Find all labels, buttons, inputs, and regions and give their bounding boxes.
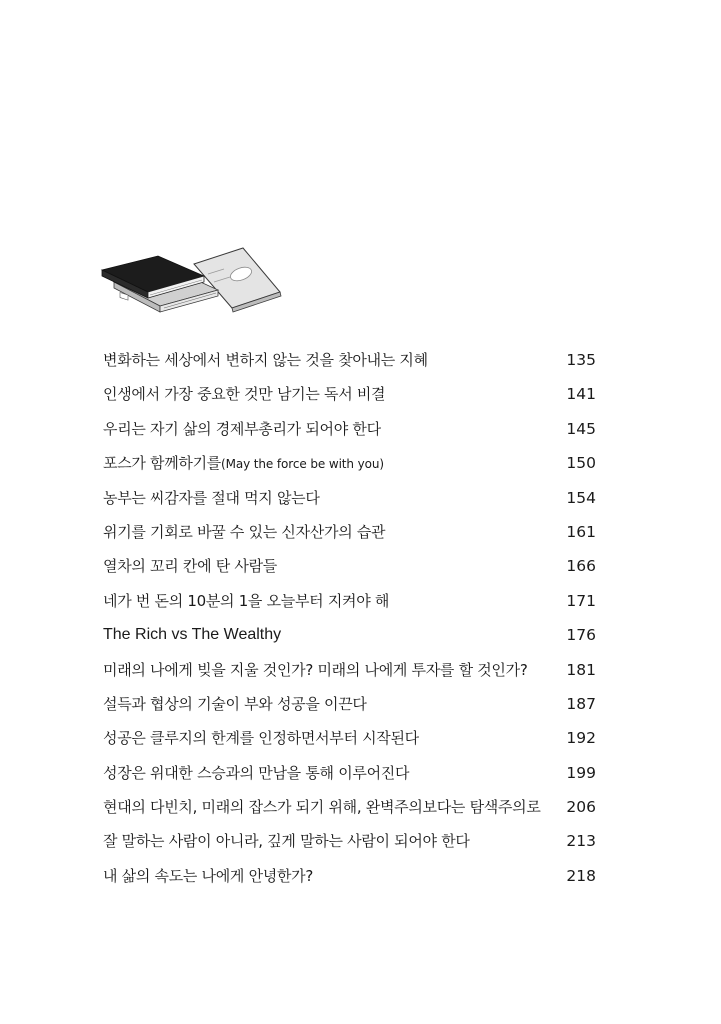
toc-entry[interactable]	[103, 552, 596, 586]
toc-entry[interactable]	[103, 587, 596, 621]
toc-entry-page: 213	[566, 832, 596, 851]
toc-entry-title: 열차의 꼬리 칸에 탄 사람들	[103, 557, 277, 576]
toc-entry-page: 171	[566, 591, 596, 610]
toc-entry-title: 잘 말하는 사람이 아니라, 깊게 말하는 사람이 되어야 한다	[103, 832, 470, 851]
toc-entry[interactable]	[103, 690, 596, 724]
toc-entry-page: 141	[566, 385, 596, 404]
toc-entry[interactable]	[103, 827, 596, 861]
toc-entry-page: 150	[566, 454, 596, 473]
table-of-contents	[103, 346, 596, 896]
toc-entry-title: 설득과 협상의 기술이 부와 성공을 이끈다	[103, 694, 367, 713]
toc-entry[interactable]	[103, 518, 596, 552]
toc-entry[interactable]	[103, 449, 596, 483]
toc-entry[interactable]	[103, 380, 596, 414]
toc-entry-title: 네가 번 돈의 10분의 1을 오늘부터 지켜야 해	[103, 591, 390, 610]
toc-entry[interactable]	[103, 415, 596, 449]
toc-entry-page: 166	[566, 557, 596, 576]
toc-entry-title: 미래의 나에게 빚을 지울 것인가? 미래의 나에게 투자를 할 것인가?	[103, 660, 528, 679]
toc-entry-title: 우리는 자기 삶의 경제부총리가 되어야 한다	[103, 419, 381, 438]
toc-entry-page: 135	[566, 351, 596, 369]
toc-entry-page: 192	[566, 729, 596, 748]
toc-entry[interactable]	[103, 484, 596, 518]
toc-entry-subtitle: (May the force be with you)	[221, 457, 384, 472]
toc-entry-title: 변화하는 세상에서 변하지 않는 것을 찾아내는 지혜	[103, 351, 428, 369]
toc-entry-page: 206	[566, 798, 596, 817]
toc-entry-title: 포스가 함께하기를	[103, 454, 221, 473]
toc-entry-title: 성공은 클루지의 한계를 인정하면서부터 시작된다	[103, 729, 419, 748]
toc-entry-title: 내 삶의 속도는 나에게 안녕한가?	[103, 866, 314, 885]
toc-entry-page: 154	[566, 488, 596, 507]
toc-entry-title: 인생에서 가장 중요한 것만 남기는 독서 비결	[103, 385, 386, 404]
toc-entry[interactable]	[103, 759, 596, 793]
toc-entry-page: 145	[566, 419, 596, 438]
toc-entry[interactable]	[103, 656, 596, 690]
toc-entry[interactable]	[103, 621, 596, 655]
toc-entry-title: 현대의 다빈치, 미래의 잡스가 되기 위해, 완벽주의보다는 탐색주의로	[103, 798, 541, 817]
toc-entry-title: 농부는 씨감자를 절대 먹지 않는다	[103, 488, 320, 507]
toc-entry-page: 199	[566, 763, 596, 782]
toc-entry-page: 161	[566, 522, 596, 541]
toc-entry[interactable]	[103, 346, 596, 380]
toc-entry-title-group	[103, 449, 384, 478]
toc-entry[interactable]	[103, 862, 596, 896]
toc-entry-title: 위기를 기회로 바꿀 수 있는 신자산가의 습관	[103, 522, 386, 541]
toc-entry-title: 성장은 위대한 스승과의 만남을 통해 이루어진다	[103, 763, 410, 782]
toc-entry-page: 181	[566, 660, 596, 679]
toc-entry-page: 187	[566, 694, 596, 713]
stacked-books-icon	[100, 244, 282, 314]
toc-entry[interactable]	[103, 793, 596, 827]
toc-entry-page: 218	[566, 866, 596, 885]
toc-entry-page: 176	[566, 626, 596, 645]
toc-entry-title: The Rich vs The Wealthy	[103, 626, 282, 644]
toc-entry[interactable]	[103, 724, 596, 758]
light-book-shape	[194, 248, 281, 312]
